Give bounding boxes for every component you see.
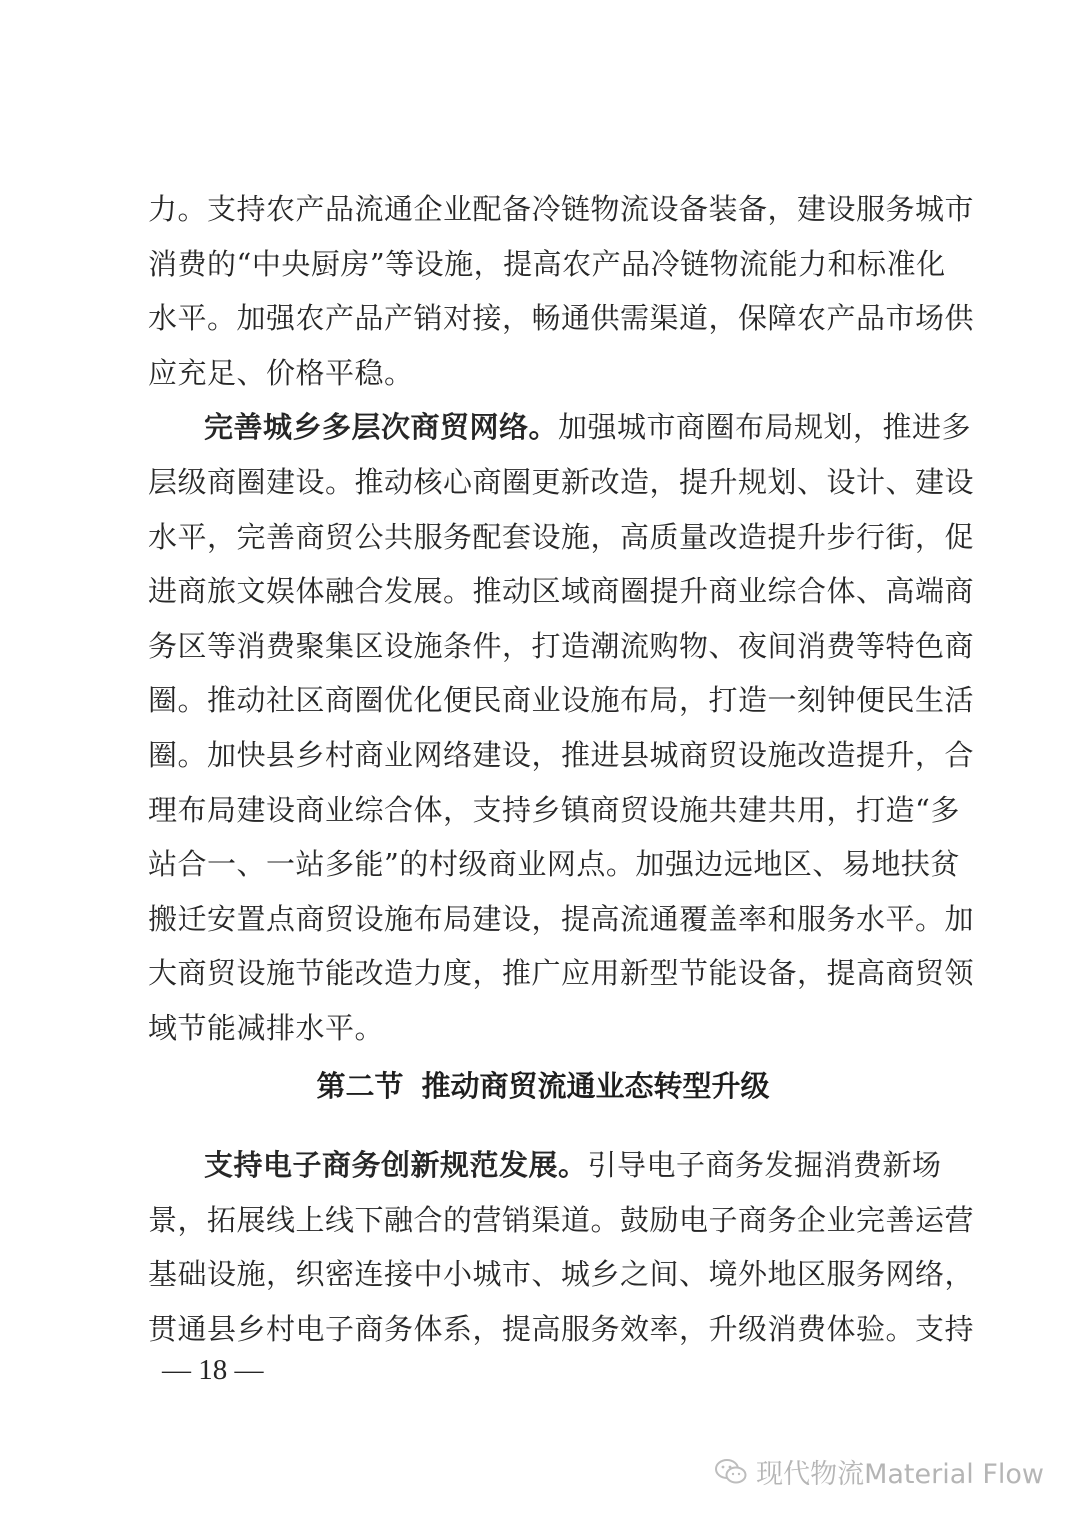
text-line: 基础设施，织密连接中小城市、城乡之间、境外地区服务网络，	[148, 1257, 975, 1292]
text-line: 域节能减排水平。	[148, 1010, 385, 1045]
text-line: 圈。推动社区商圈优化便民商业设施布局，打造一刻钟便民生活	[148, 683, 975, 718]
text-line: 景，拓展线上线下融合的营销渠道。鼓励电子商务企业完善运营	[148, 1202, 975, 1237]
text-line: 水平。加强农产品产销对接，畅通供需渠道，保障农产品市场供	[148, 301, 975, 336]
wechat-icon	[714, 1458, 748, 1486]
text-line: 进商旅文娱体融合发展。推动区域商圈提升商业综合体、高端商	[148, 574, 975, 609]
text-span: 加强城市商圈布局规划，推进多	[558, 410, 972, 445]
paragraph-1	[148, 182, 975, 400]
text-line: 理布局建设商业综合体，支持乡镇商贸设施共建共用，打造“多	[148, 792, 960, 827]
section-title: 推动商贸流通业态转型升级	[421, 1069, 770, 1103]
section-number: 第二节	[316, 1069, 404, 1103]
section-heading	[148, 1058, 938, 1114]
paragraph-3	[148, 1138, 975, 1356]
text-line: 应充足、价格平稳。	[148, 355, 414, 390]
text-line: 务区等消费聚集区设施条件，打造潮流购物、夜间消费等特色商	[148, 628, 975, 663]
watermark	[714, 1452, 1044, 1491]
paragraph-lead: 完善城乡多层次商贸网络。	[204, 410, 559, 445]
document-body	[148, 182, 975, 1056]
text-line: 大商贸设施节能改造力度，推广应用新型节能设备，提高商贸领	[148, 956, 975, 991]
text-line: 力。支持农产品流通企业配备冷链物流设备装备，建设服务城市	[148, 192, 975, 226]
text-line	[148, 400, 972, 455]
paragraph-lead: 支持电子商务创新规范发展。	[204, 1148, 588, 1182]
text-line	[148, 1138, 942, 1193]
text-line: 站合一、一站多能”的村级商业网点。加强边远地区、易地扶贫	[148, 847, 960, 882]
text-span: 引导电子商务发掘消费新场	[587, 1148, 942, 1182]
text-line: 消费的“中央厨房”等设施，提高农产品冷链物流能力和标准化	[148, 246, 946, 281]
text-line: 搬迁安置点商贸设施布局建设，提高流通覆盖率和服务水平。加	[148, 901, 975, 936]
paragraph-2	[148, 400, 975, 1055]
text-line: 贯通县乡村电子商务体系，提高服务效率，升级消费体验。支持	[148, 1311, 975, 1346]
text-line: 层级商圈建设。推动核心商圈更新改造，提升规划、设计、建设	[148, 464, 975, 499]
page-number: — 18 —	[162, 1354, 264, 1386]
text-line: 圈。加快县乡村商业网络建设，推进县城商贸设施改造提升，合	[148, 737, 975, 772]
text-line: 水平，完善商贸公共服务配套设施，高质量改造提升步行街，促	[148, 519, 975, 554]
watermark-text: 现代物流Material Flow	[756, 1459, 1044, 1490]
